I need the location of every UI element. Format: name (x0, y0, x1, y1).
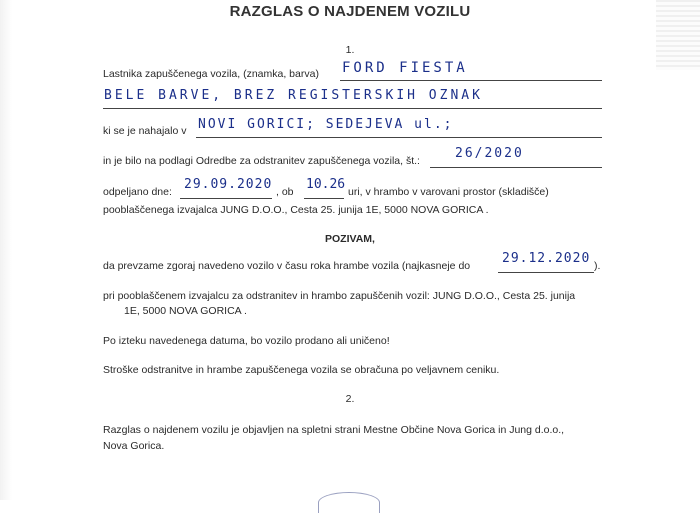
costs-text: Stroške odstranitve in hrambe zapuščenega vozila se obračuna po veljavnem ceniku. (103, 364, 500, 376)
owner-underline (340, 80, 602, 81)
location-underline (196, 137, 602, 138)
towed-date-handwritten: 29.09.2020 (184, 177, 273, 192)
contractor2-line2: 1E, 5000 NOVA GORICA . (124, 305, 247, 317)
contractor2-line1: pri pooblaščenem izvajalcu za odstranitev in hrambo zapuščenih vozil: JUNG D.O.O., Cesta 25. junija (103, 290, 576, 302)
towed-time-handwritten: 10.26 (306, 177, 346, 192)
pozivam-heading: POZIVAM, (325, 233, 375, 245)
pickup-date-underline (498, 272, 594, 273)
expiry-text: Po izteku navedenega datuma, bo vozilo prodano ali uničeno! (103, 335, 390, 347)
section-number-2: 2. (345, 393, 355, 405)
towed-at-label: , ob (276, 186, 294, 198)
decree-handwritten-value: 26/2020 (455, 146, 524, 161)
contractor-line: pooblaščenega izvajalca JUNG D.O.O., Cesta 25. junija 1E, 5000 NOVA GORICA . (103, 204, 489, 216)
published-line1: Razglas o najdenem vozilu je objavljen na spletni strani Mestne Občine Nova Gorica in Jung d.o.o., (103, 424, 565, 436)
pickup-label: da prevzame zgoraj navedeno vozilo v času roka hrambe vozila (najkasneje do (103, 260, 471, 272)
owner-label: Lastnika zapuščenega vozila, (znamka, barva) (103, 68, 319, 80)
document-title: RAZGLAS O NAJDENEM VOZILU (229, 3, 471, 20)
pickup-end: ). (594, 260, 601, 272)
scan-edge-shadow (0, 0, 12, 500)
towed-time-underline (304, 198, 344, 199)
published-line2: Nova Gorica. (103, 440, 165, 452)
decree-label: in je bilo na podlagi Odredbe za odstranitev zapuščenega vozila, št.: (103, 155, 420, 167)
location-handwritten-value: NOVI GORICI; SEDEJEVA ul.; (198, 117, 454, 132)
towed-label: odpeljano dne: (103, 186, 172, 198)
towed-rest-text: uri, v hrambo v varovani prostor (skladišče) (348, 186, 549, 198)
location-label: ki se je nahajalo v (103, 125, 187, 137)
decree-underline (430, 167, 602, 168)
owner-underline-2 (103, 108, 602, 109)
section-number-1: 1. (345, 44, 355, 56)
pickup-date-handwritten: 29.12.2020 (502, 251, 591, 266)
owner-handwritten-value-2: BELE BARVE, BREZ REGISTERSKIH OZNAK (104, 88, 483, 103)
official-stamp-partial (318, 492, 380, 513)
towed-date-underline (180, 198, 272, 199)
owner-handwritten-value: FORD FIESTA (342, 60, 468, 76)
